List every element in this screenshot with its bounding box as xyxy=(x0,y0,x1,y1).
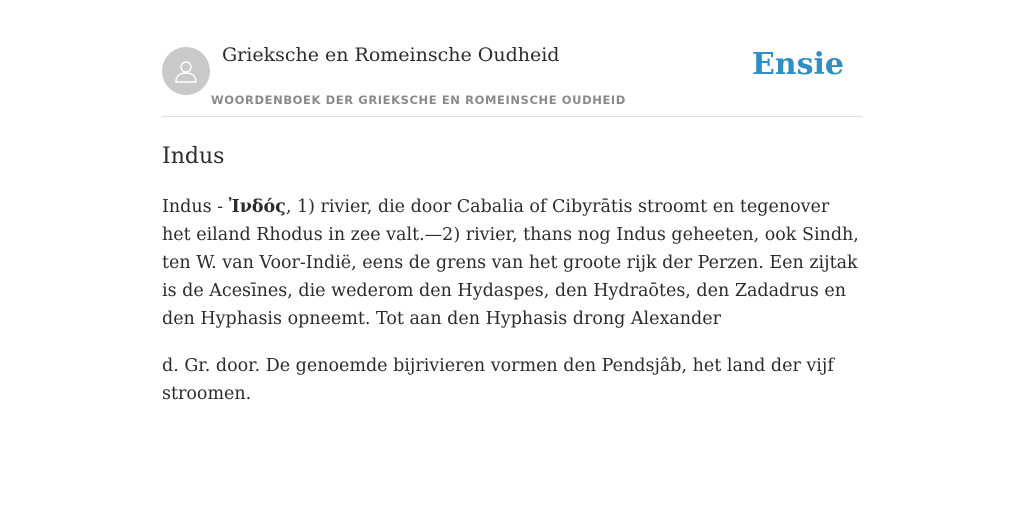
entry-paragraph-2: d. Gr. door. De genoemde bijrivieren vormen den Pendsjâb, het land der vijf stroomen. xyxy=(162,356,834,404)
entry-text: , 1) rivier, die door Cabalia of Cibyrātis stroomt en tegenover het eiland Rhodus in zee valt.—2) rivier, thans nog Indus geheeten, ook Sindh, ten W. van Voor-Indië, eens de grens van het groote rijk der Perzen. Een zijtak is de Acesīnes, die wederom den Hydaspes, den Hydraōtes, den Zadadrus en den Hyphasis opneemt. Tot aan den Hyphasis drong Alexander xyxy=(162,197,859,329)
entry-title: Indus xyxy=(162,144,225,169)
entry-body xyxy=(162,193,862,408)
user-icon xyxy=(172,57,200,85)
page-container xyxy=(162,0,862,427)
greek-term: Ἰνδός xyxy=(228,197,286,217)
entry-lead: Indus - xyxy=(162,197,229,217)
site-title[interactable]: Grieksche en Romeinsche Oudheid xyxy=(222,44,560,66)
site-subtitle: WOORDENBOEK DER GRIEKSCHE EN ROMEINSCHE OUDHEID xyxy=(211,93,626,107)
brand-logo[interactable]: Ensie xyxy=(751,47,844,82)
header xyxy=(162,0,862,117)
avatar[interactable] xyxy=(162,47,210,95)
entry-paragraph-1 xyxy=(162,193,862,333)
